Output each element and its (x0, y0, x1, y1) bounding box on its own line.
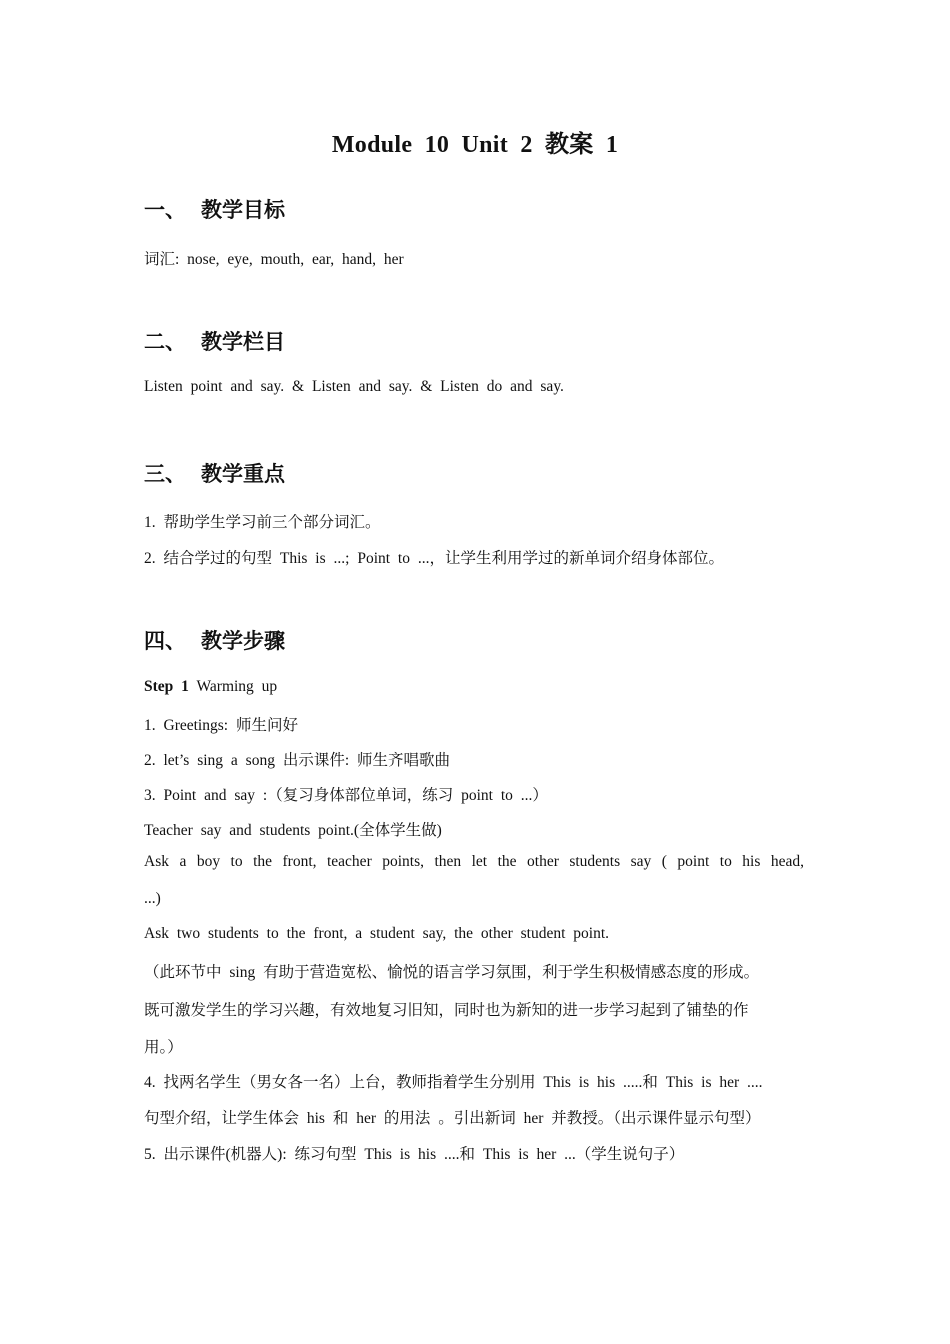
step-line: 句型介绍，让学生体会 his 和 her 的用法 。引出新词 her 并教授。（出示课件显示句型） (144, 1110, 761, 1127)
step-line: ...) (144, 890, 161, 907)
columns-line: Listen point and say. & Listen and say. & Listen do and say. (144, 378, 564, 395)
step-title: Warming up (188, 678, 278, 695)
section-number: 三、 (144, 462, 186, 486)
step-line: Teacher say and students point.(全体学生做) (144, 822, 442, 839)
step-line: Ask two students to the front, a student say, the other student point. (144, 925, 610, 942)
step-line: 1. Greetings: 师生问好 (144, 717, 298, 734)
section-title: 教学步骤 (201, 629, 285, 653)
vocabulary-line: 词汇: nose, eye, mouth, ear, hand, her (144, 251, 404, 268)
step-line: 用。） (144, 1039, 183, 1056)
section-number: 一、 (144, 198, 186, 222)
section-heading-objectives (144, 194, 285, 224)
step-line: 5. 出示课件(机器人): 练习句型 This is his ....和 This is her ...（学生说句子） (144, 1146, 685, 1163)
key-point-2: 2. 结合学过的句型 This is ...; Point to ...，让学生利用学过的新单词介绍身体部位。 (144, 550, 724, 567)
step-line: 既可激发学生的学习兴趣，有效地复习旧知，同时也为新知的进一步学习起到了铺垫的作 (144, 1002, 749, 1019)
section-heading-steps (144, 625, 285, 655)
step-line: （此环节中 sing 有助于营造宽松、愉悦的语言学习氛围，利于学生积极情感态度的形成。 (144, 964, 760, 981)
section-title: 教学目标 (201, 198, 285, 222)
section-heading-columns (144, 326, 285, 356)
section-title: 教学栏目 (201, 330, 285, 354)
section-number: 二、 (144, 330, 186, 354)
section-title: 教学重点 (201, 462, 285, 486)
step-line: 2. let’s sing a song 出示课件: 师生齐唱歌曲 (144, 752, 451, 769)
step1-heading (144, 678, 277, 696)
step-line: 3. Point and say :（复习身体部位单词，练习 point to ...） (144, 787, 548, 804)
step-line: Ask a boy to the front, teacher points, then let the other students say ( point to his head, (144, 853, 804, 870)
key-point-1: 1. 帮助学生学习前三个部分词汇。 (144, 514, 381, 531)
section-heading-key-points (144, 458, 285, 488)
step-line: 4. 找两名学生（男女各一名）上台，教师指着学生分别用 This is his .....和 This is her .... (144, 1074, 763, 1091)
document-title: Module 10 Unit 2 教案 1 (331, 132, 619, 158)
section-number: 四、 (144, 629, 186, 653)
step-label: Step 1 (144, 678, 189, 695)
